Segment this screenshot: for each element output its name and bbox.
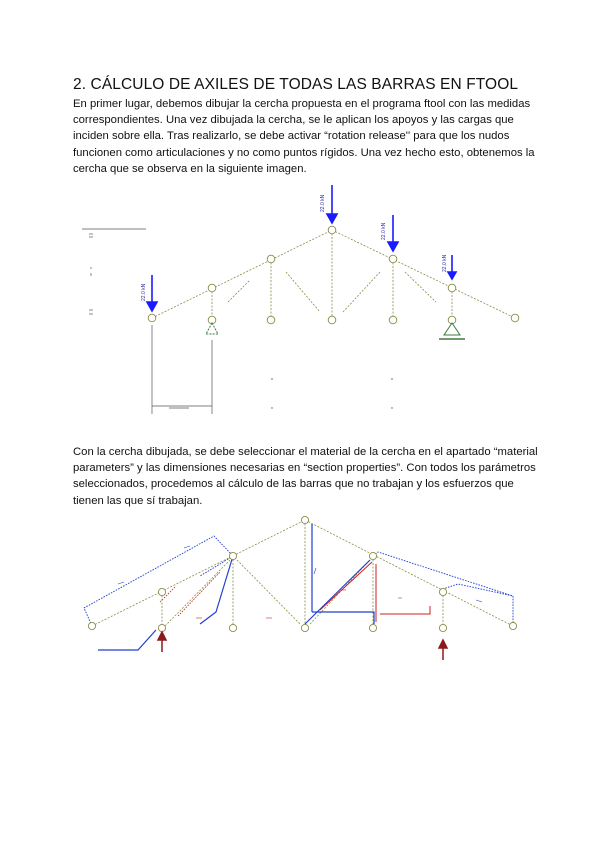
load-label: 22.0 kN xyxy=(141,283,147,301)
paragraph-line: inciden sobre ella. Tras realizarlo, se debe activar “rotation release'' para que los nudos xyxy=(73,130,510,143)
load-label: 22.0 kN xyxy=(381,222,387,240)
paragraph-line: seleccionados, procedemos al cálculo de las barras que no trabajan y los esfuerzos que xyxy=(73,478,514,491)
reaction-arrow-icon xyxy=(158,632,166,652)
paragraph-line: Con la cercha dibujada, se debe seleccionar el material de la cercha en el apartado “material xyxy=(73,446,538,458)
axial-force-diagram xyxy=(80,512,530,672)
reaction-arrow-icon xyxy=(439,640,447,660)
intro-paragraph xyxy=(73,96,543,177)
truss-model-figure xyxy=(80,180,530,420)
paragraph-line: funcionen como articulaciones y no como puntos rígidos. Una vez hecho esto, obtenemos la xyxy=(73,146,535,159)
paragraph-line: cercha que se observa en la siguiente imagen. xyxy=(73,162,307,175)
pin-support-icon xyxy=(206,323,218,334)
paragraph-line: En primer lugar, debemos dibujar la cercha propuesta en el programa ftool con las medidas xyxy=(73,98,531,110)
results-paragraph xyxy=(73,444,543,509)
paragraph-line: parameters” y las dimensiones necesarias en “section properties”. Con todos los parámetros xyxy=(73,462,536,475)
paragraph-line: correspondientes. Una vez dibujada la cercha, se le aplican los apoyos y las cargas que xyxy=(73,114,514,127)
load-label: 22.0 kN xyxy=(320,194,326,212)
load-label: 22.0 kN xyxy=(442,254,448,272)
paragraph-line: tienen las que sí trabajan. xyxy=(73,494,203,507)
roller-support-icon xyxy=(439,323,465,339)
section-heading: 2. CÁLCULO DE AXILES DE TODAS LAS BARRAS EN FTOOL xyxy=(73,76,519,93)
